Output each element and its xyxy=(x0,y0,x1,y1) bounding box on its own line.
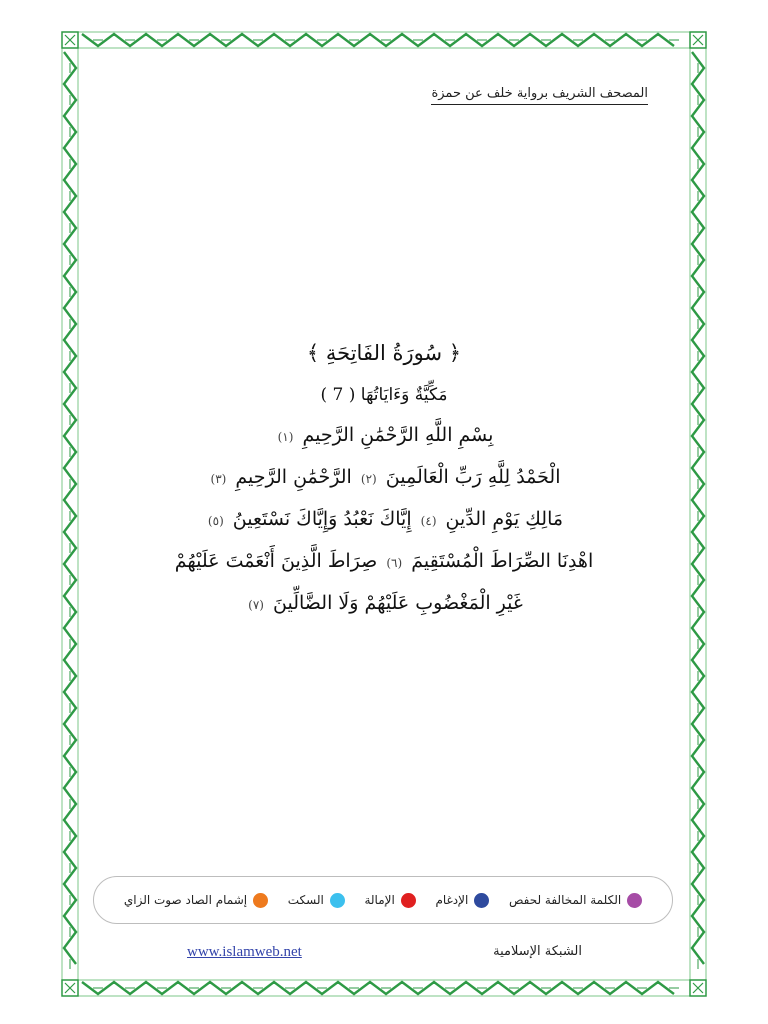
legend-color-dot xyxy=(401,893,416,908)
legend-label: الكلمة المخالفة لحفص xyxy=(508,893,622,907)
verse-text: إِيَّاكَ نَعْبُدُ وَإِيَّاكَ نَسْتَعِينُ xyxy=(232,508,412,530)
ayah-number-marker: (١) xyxy=(277,430,294,444)
legend-color-dot xyxy=(253,893,268,908)
ayah-number-marker: (٦) xyxy=(386,556,403,570)
ayah-number-marker: (٣) xyxy=(210,472,227,486)
verse-line xyxy=(0,414,768,456)
verse-text: مَالِكِ يَوْمِ الدِّينِ xyxy=(445,508,564,530)
legend-color-dot xyxy=(474,893,489,908)
surah-info: مَكِّيَّةٌ وَءَايَاتُهَا ( 7 ) xyxy=(320,385,448,405)
legend-label: الإمالة xyxy=(364,893,395,907)
legend-item xyxy=(288,893,345,908)
ayah-number-marker: (٧) xyxy=(248,598,264,612)
ayah-number-marker: (٤) xyxy=(420,514,437,528)
ayah-number-marker: (٥) xyxy=(207,514,224,528)
verse-line xyxy=(0,456,768,498)
legend-item xyxy=(124,893,268,908)
verse-text: بِسْمِ اللَّهِ الرَّحْمَٰنِ الرَّحِيمِ xyxy=(302,424,494,446)
verse-lines xyxy=(0,414,768,624)
verse-text: اهْدِنَا الصِّرَاطَ الْمُسْتَقِيمَ xyxy=(411,550,594,572)
verse-line xyxy=(0,498,768,540)
verse-line xyxy=(0,540,768,582)
surah-text-block xyxy=(0,334,768,624)
ayah-number-marker: (٢) xyxy=(360,472,377,486)
legend-color-dot xyxy=(627,893,642,908)
verse-text: غَيْرِ الْمَغْضُوبِ عَلَيْهُمْ وَلَا الضَّالِّينَ xyxy=(273,592,523,614)
legend-item xyxy=(364,893,415,908)
legend-label: السكت xyxy=(287,893,324,907)
footer-brand: الشبكة الإسلامية xyxy=(493,944,582,959)
legend-color-dot xyxy=(330,893,345,908)
surah-name: ﴿ سُورَةُ الفَاتِحَةِ ﴾ xyxy=(306,341,462,365)
verse-line xyxy=(0,582,768,624)
legend-item xyxy=(509,893,642,908)
verse-text: الْحَمْدُ لِلَّهِ رَبِّ الْعَالَمِينَ xyxy=(385,466,561,488)
header-title: المصحف الشريف برواية خلف عن حمزة xyxy=(431,86,648,105)
color-legend xyxy=(93,876,673,924)
legend-item xyxy=(435,893,489,908)
website-link[interactable]: www.islamweb.net xyxy=(187,944,302,960)
verse-text: صِرَاطَ الَّذِينَ أَنْعَمْتَ عَلَيْهُمْ xyxy=(174,550,378,572)
legend-label: إشمام الصاد صوت الزاي xyxy=(123,893,248,907)
legend-label: الإدغام xyxy=(435,893,469,907)
verse-text: الرَّحْمَٰنِ الرَّحِيمِ xyxy=(235,466,352,488)
